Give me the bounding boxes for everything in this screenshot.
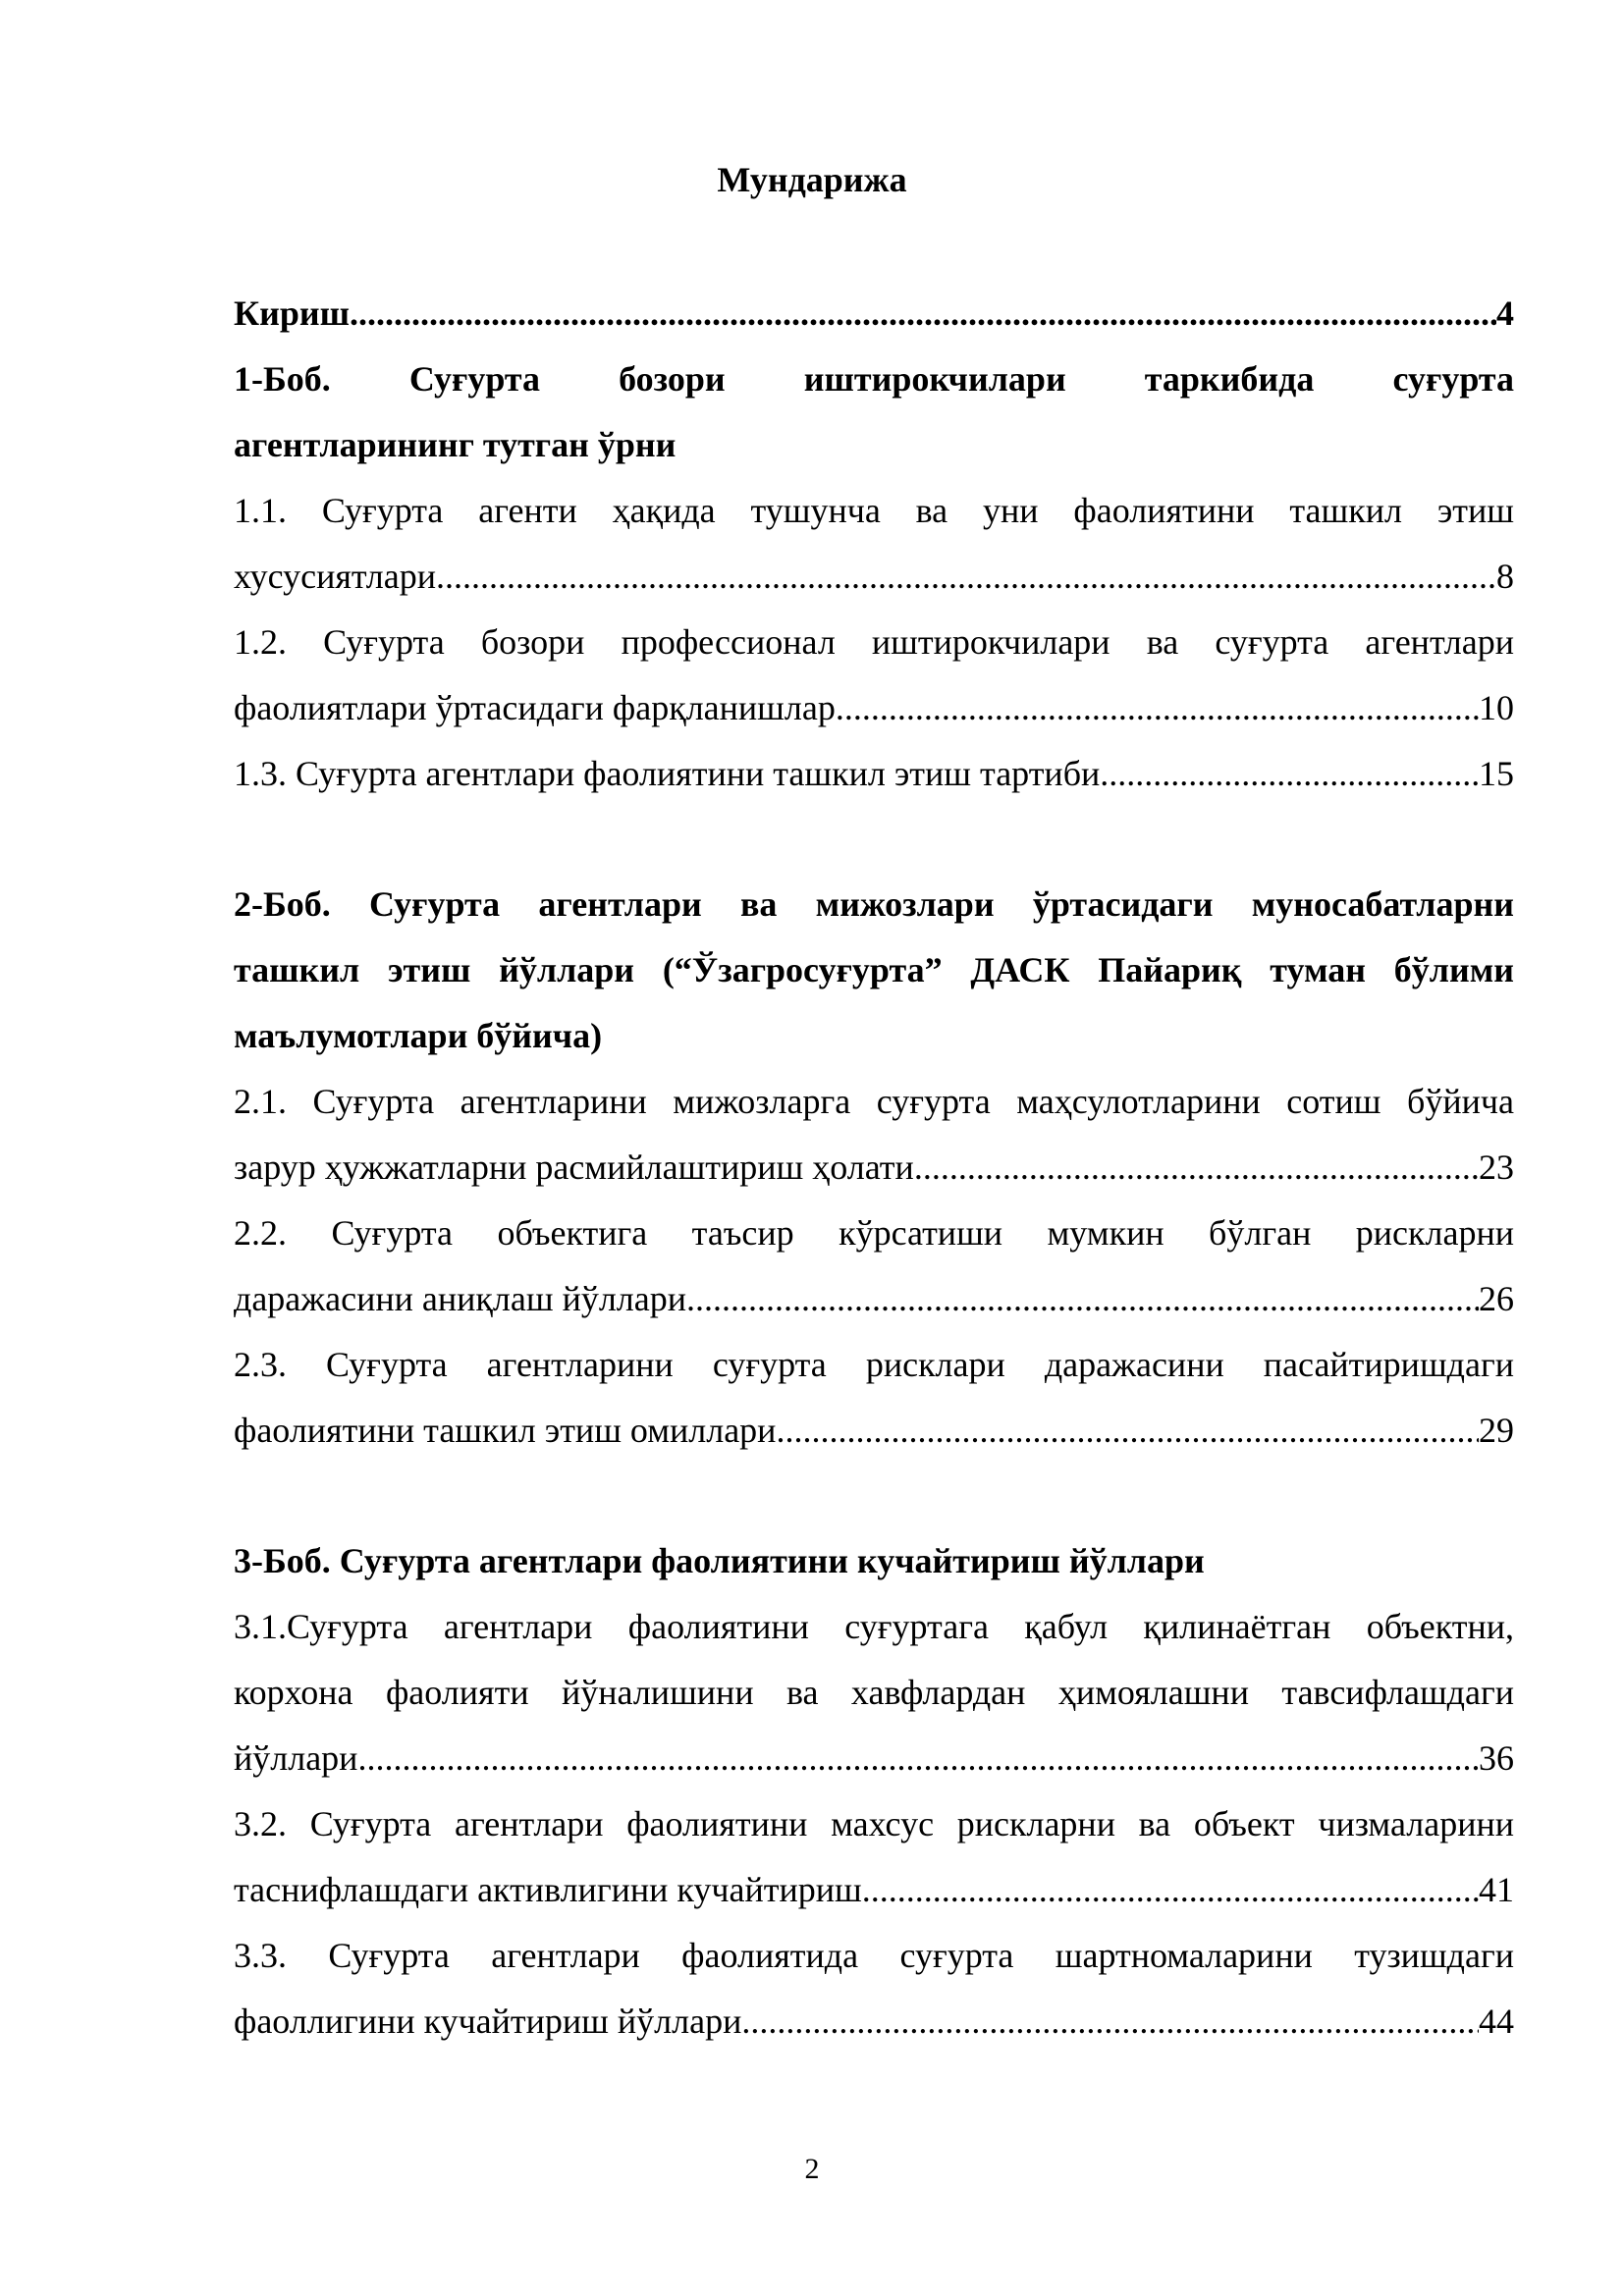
toc-page-number: 15 <box>1479 754 1514 793</box>
toc-entry-2-2-line1: 2.2. Суғурта объектига таъсир кўрсатиши мумкин бўлган рискларни <box>234 1213 1514 1253</box>
toc-entry-text: хусусиятлари <box>234 557 436 596</box>
toc-entry-2-1-line2 <box>234 1135 1514 1201</box>
toc-leader-dots <box>914 1135 1479 1201</box>
section-gap <box>234 1464 1514 1528</box>
toc-entry-3-2-line1: 3.2. Суғурта агентлари фаолиятини махсус рискларни ва объект чизмаларини <box>234 1804 1514 1843</box>
toc-page-number: 23 <box>1479 1148 1514 1187</box>
toc-page-number: 44 <box>1479 2002 1514 2041</box>
toc-entry-3-1-line2: корхона фаолияти йўналишини ва хавфлардан ҳимоялашни тавсифлашдаги <box>234 1673 1514 1712</box>
toc-leader-dots <box>686 1266 1479 1332</box>
toc-leader-dots <box>776 1398 1479 1464</box>
toc-entry-3-3-line1: 3.3. Суғурта агентлари фаолиятида суғурта шартномаларини тузишдаги <box>234 1936 1514 1975</box>
toc-leader-dots <box>357 1726 1479 1791</box>
toc-page-number: 36 <box>1479 1738 1514 1778</box>
toc-entry-text: таснифлашдаги активлигини кучайтириш <box>234 1870 862 1909</box>
toc-page-number: 29 <box>1479 1411 1514 1450</box>
page-title: Мундарижа <box>717 160 907 199</box>
toc-entry-intro <box>234 281 1514 347</box>
toc-entry-1-2-line1: 1.2. Суғурта бозори профессионал иштирокчилари ва суғурта агентлари <box>234 622 1514 662</box>
toc-entry-3-2-line2 <box>234 1857 1514 1923</box>
toc-page-number: 10 <box>1479 688 1514 727</box>
toc-entry-text: фаолиятини ташкил этиш омиллари <box>234 1411 777 1450</box>
toc-leader-dots <box>1100 741 1479 807</box>
chapter-heading-2-line2: ташкил этиш йўллари (“Ўзагросуғурта” ДАСК Пайариқ туман бўлими <box>234 950 1514 989</box>
toc-entry-1-2-line2 <box>234 675 1514 741</box>
toc-page-number: 4 <box>1496 294 1514 333</box>
toc-entry-1-1-line2 <box>234 544 1514 610</box>
toc-entry-text: фаолиятлари ўртасидаги фарқланишлар <box>234 688 836 727</box>
toc-leader-dots <box>836 675 1479 741</box>
toc-entry-text: фаоллигини кучайтириш йўллари <box>234 2002 742 2041</box>
chapter-heading-2-line3: маълумотлари бўйича) <box>234 1016 603 1055</box>
toc-page-number: 8 <box>1496 557 1514 596</box>
page-number: 2 <box>804 2153 820 2185</box>
chapter-heading-2-line1: 2-Боб. Суғурта агентлари ва мижозлари ўртасидаги муносабатларни <box>234 884 1514 924</box>
toc-entry-1-3 <box>234 741 1514 807</box>
toc-entry-1-1-line1: 1.1. Суғурта агенти ҳақида тушунча ва уни фаолиятини ташкил этиш <box>234 491 1514 530</box>
toc-leader-dots <box>741 1989 1479 2055</box>
toc-leader-dots <box>862 1857 1479 1923</box>
chapter-heading-1-line2: агентларининг тутган ўрни <box>234 425 677 464</box>
toc-leader-dots <box>350 281 1496 347</box>
toc-entry-2-3-line2 <box>234 1398 1514 1464</box>
chapter-heading-3: 3-Боб. Суғурта агентлари фаолиятини кучайтириш йўллари <box>234 1541 1205 1580</box>
toc-entry-text: даражасини аниқлаш йўллари <box>234 1279 687 1318</box>
toc-entry-text: 1.3. Суғурта агентлари фаолиятини ташкил этиш тартиби <box>234 754 1101 793</box>
toc-entry-3-1-line1: 3.1.Суғурта агентлари фаолиятини суғуртага қабул қилинаётган объектни, <box>234 1607 1514 1646</box>
toc-page-number: 41 <box>1479 1870 1514 1909</box>
toc-entry-text: зарур ҳужжатларни расмийлаштириш ҳолати <box>234 1148 914 1187</box>
toc-entry-text: йўллари <box>234 1738 358 1778</box>
toc-leader-dots <box>436 544 1496 610</box>
toc-entry-2-2-line2 <box>234 1266 1514 1332</box>
toc-entry-2-3-line1: 2.3. Суғурта агентларини суғурта рисклари даражасини пасайтиришдаги <box>234 1345 1514 1384</box>
toc-page-number: 26 <box>1479 1279 1514 1318</box>
toc-entry-3-3-line2 <box>234 1989 1514 2055</box>
toc-entry-3-1-line3 <box>234 1726 1514 1791</box>
toc-entry-text: Кириш <box>234 294 351 333</box>
table-of-contents <box>234 281 1514 2055</box>
toc-entry-2-1-line1: 2.1. Суғурта агентларини мижозларга суғурта маҳсулотларини сотиш бўйича <box>234 1082 1514 1121</box>
section-gap <box>234 807 1514 872</box>
chapter-heading-1-line1: 1-Боб. Суғурта бозори иштирокчилари таркибида суғурта <box>234 359 1514 399</box>
